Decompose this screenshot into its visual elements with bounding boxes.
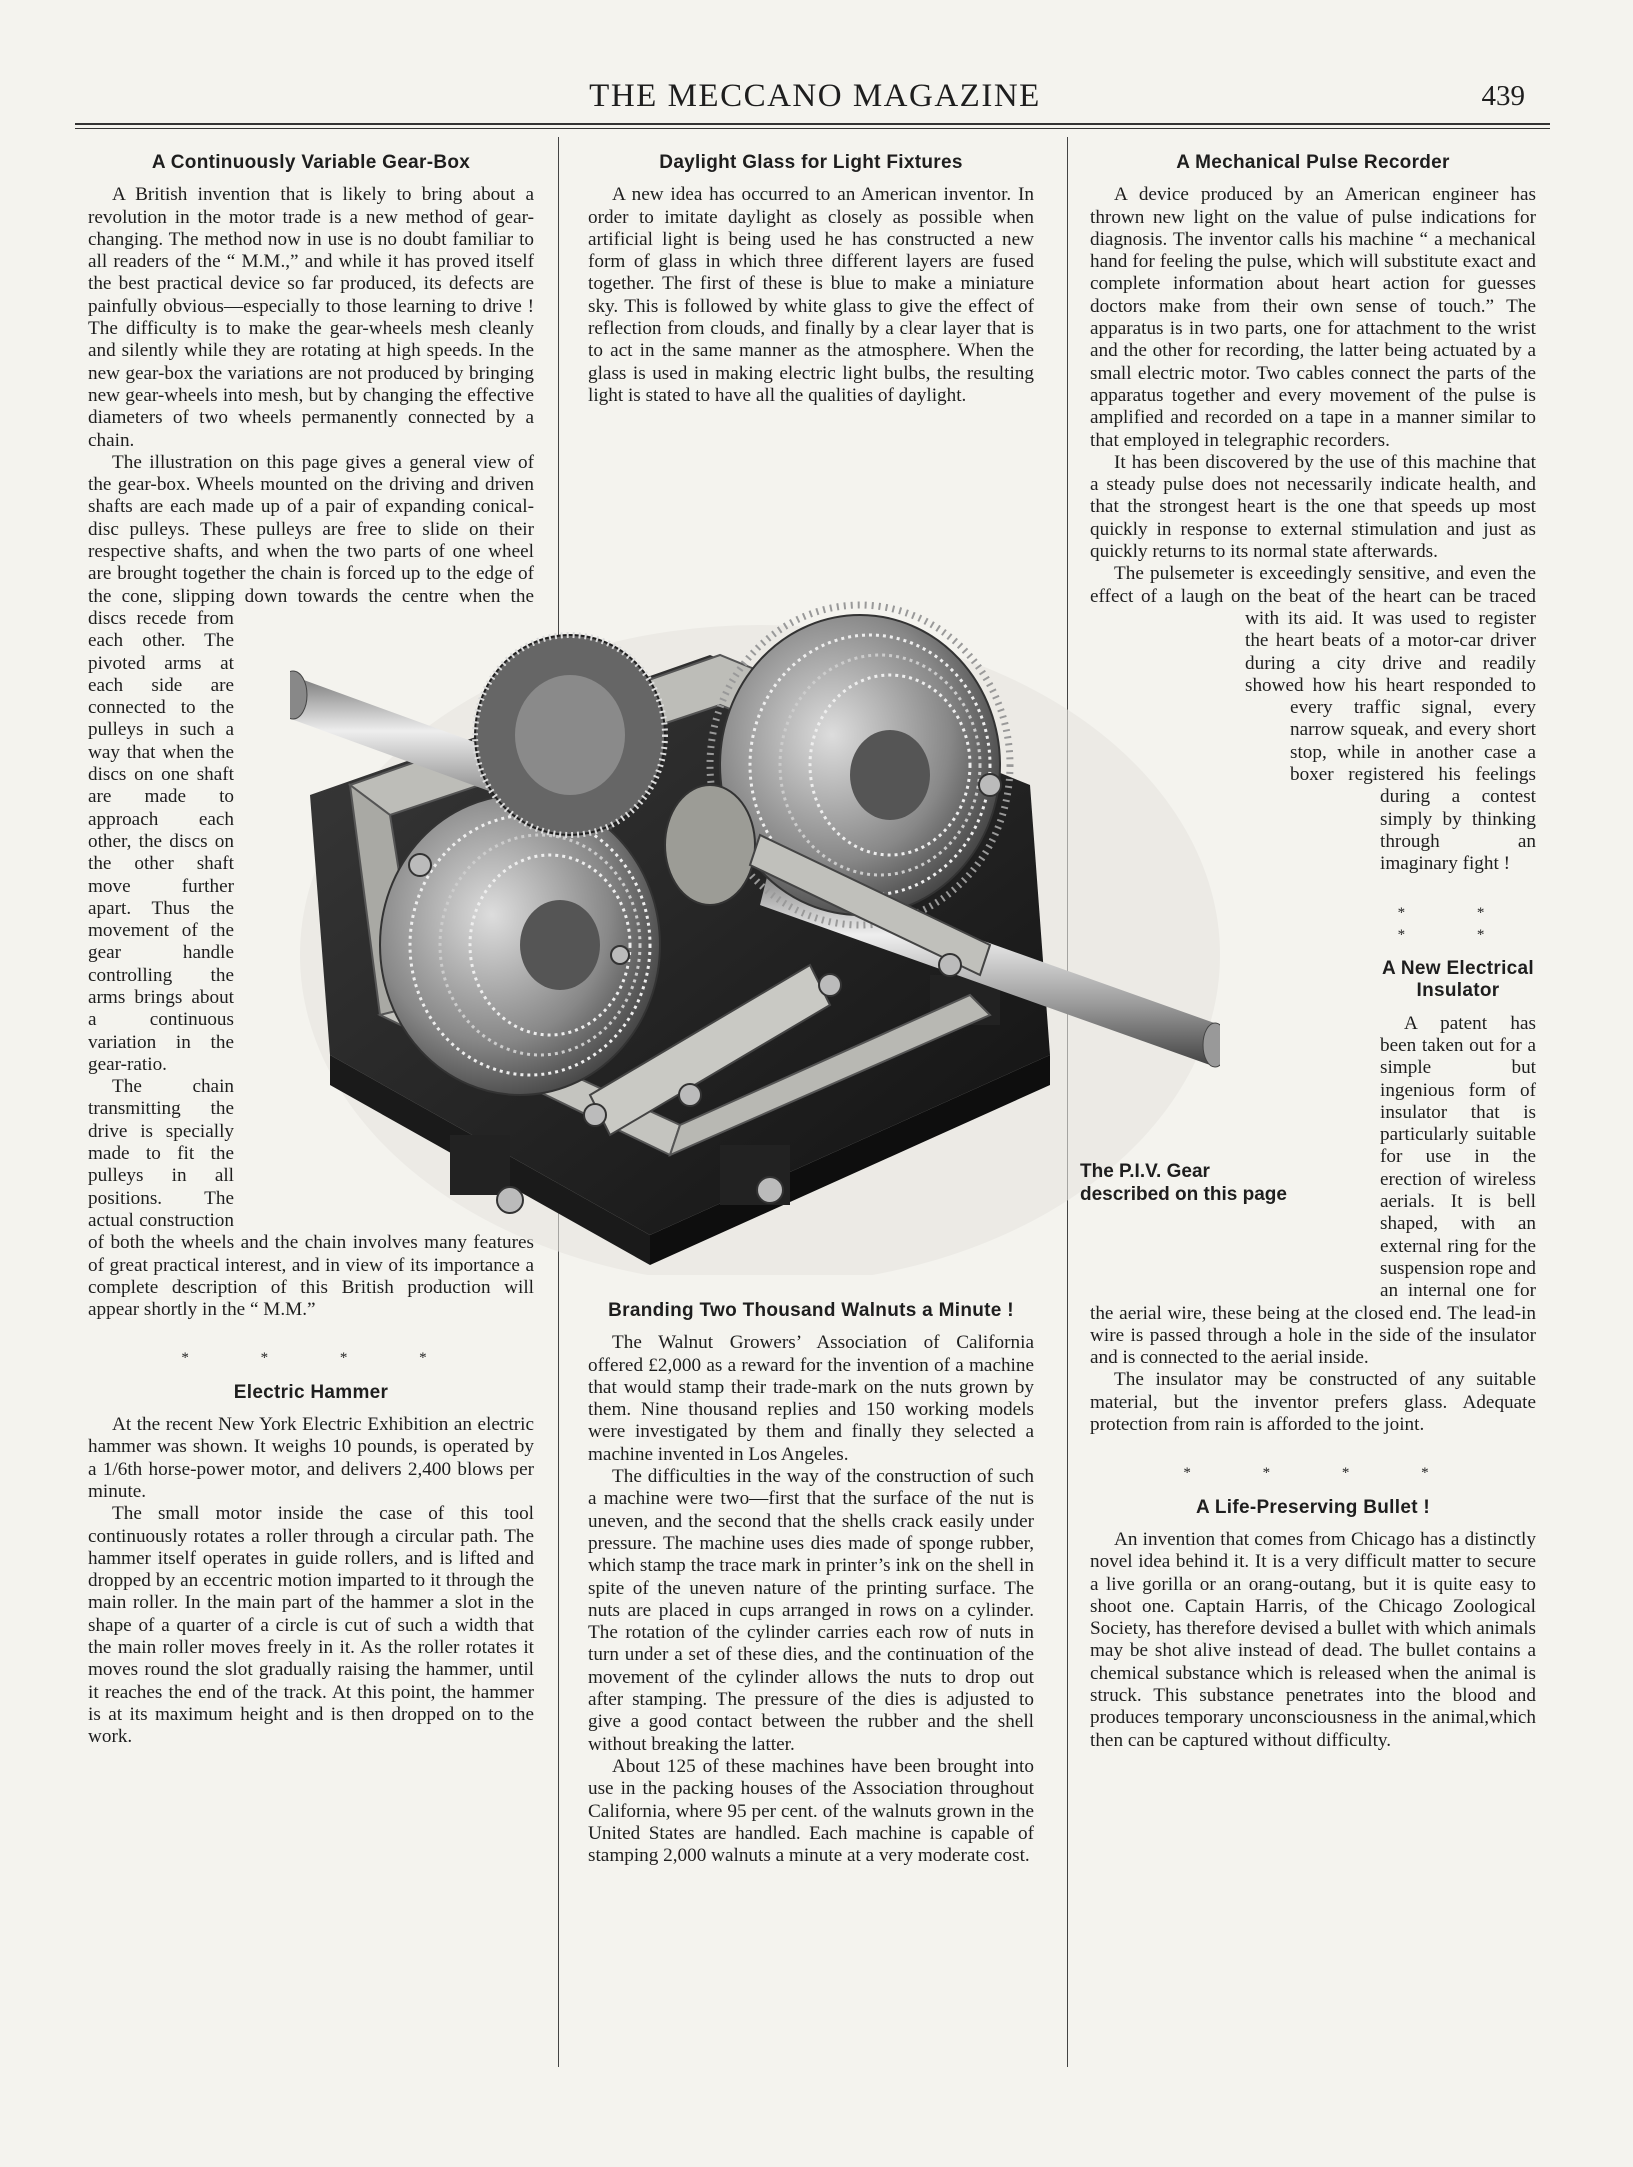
hammer-paragraph-1: At the recent New York Electric Exhibition an electric hammer was shown. It weighs 10 pounds, is operated by a 1/6th horse-power motor, and delivers 2,400 blows per minute. <box>88 1414 534 1502</box>
pulse-paragraph-1: A device produced by an American engineer has thrown new light on the value of pulse indications for diagnosis. The inventor calls his machine “ a mechanical hand for feeling the pulse, which will substitute exact and complete information about heart action for guesses doctors make from their own sense of touch.” The apparatus is in two parts, one for attachment to the wrist and the other for recording, the latter being actuated by a small electric motor. Two cables connect the parts of the apparatus together and every movement of the pulse is amplified and recorded on a tape in a manner similar to that employed in telegraphic recorders. <box>1090 184 1536 451</box>
header-rule <box>75 123 1550 125</box>
insulator-paragraph-2: The insulator may be constructed of any suitable material, but the inventor prefers glass. Adequate protection from rain is afforded to the joint. <box>1090 1369 1536 1436</box>
figure-caption <box>1080 1160 1340 1206</box>
walnuts-paragraph-1: The Walnut Growers’ Association of California offered £2,000 as a reward for the invention of a machine that would stamp their trade-mark on the nuts grown by them. Nine thousand replies and 150 working models were investigated by them and finally they selected a machine invented in Los Angeles. <box>588 1332 1034 1465</box>
pulse-paragraph-3: The pulsemeter is exceedingly sensitive, and even the effect of a laugh on the beat of the heart can be traced with its aid. It was used to register the heart beats of a motor-car driver during a city drive and readily showed how his heart responded to every traffic signal, every narrow squeak, and every short stop, while in another case a boxer registered his feelings during a contest simply by thinking through an imaginary fight ! <box>1090 563 1536 875</box>
bullet-paragraph-1: An invention that comes from Chicago has a distinctly novel idea behind it. It is a very difficult matter to secure a live gorilla or an orang-outang, but it is quite easy to shoot one. Captain Harris, of the Chicago Zoological Society, has therefore devised a bullet with which animals may be shot alive instead of dead. The bullet contains a chemical substance which is released when the animal is struck. This substance penetrates into the blood and produces temporary unconsciousness in the animal,which then can be captured without difficulty. <box>1090 1528 1536 1751</box>
section-separator-1: * * * * <box>1397 904 1519 943</box>
daylight-paragraph-1: A new idea has occurred to an American inventor. In order to imitate daylight as closely as possible when artificial light is being used he has constructed a new form of glass in which three different layers are fused together. The first of these is blue to make a miniature sky. This is followed by white glass to give the effect of reflection from clouds, and finally by a clear layer that is to act in the same manner as the atmosphere. When the glass is used in making electric light bulbs, the resulting light is stated to have all the qualities of daylight. <box>588 184 1034 406</box>
walnuts-paragraph-3: About 125 of these machines have been brought into use in the packing houses of the Association throughout California, where 95 per cent. of the walnuts grown in the United States are handled. Each machine is capable of stamping 2,000 walnuts a minute at a very moderate cost. <box>588 1755 1034 1867</box>
gearbox-paragraph-1: A British invention that is likely to bring about a revolution in the motor trade is a new method of gear-changing. The method now in use is no doubt familiar to all readers of the “ M.M.,” and while it has proved itself the best practical device so far produced, its defects are painfully obvious—especially to those learning to drive ! The difficulty is to make the gear-wheels mesh cleanly and silently while they are rotating at high speeds. In the new gear-box the variations are not produced by bringing new gear-wheels into mesh, but by changing the effective diameters of two wheels permanently connected by a chain. <box>88 184 534 451</box>
article-heading-insulator: A New Electrical Insulator <box>1382 958 1534 1002</box>
gearbox-paragraph-2: The illustration on this page gives a general view of the gear-box. Wheels mounted on the driving and driven shafts are each made up of a pair of expanding conical-disc pulleys. These pulleys are free to slide on their respective shafts, and when the two parts of one wheel are brought together the chain is forced up to the edge of the cone, slipping down towards the centre when the discs recede from each other. The pivoted arms at each side are connected to the pulleys in such a way that when the discs on one shaft are made to approach each other, the discs on the other shaft move further apart. Thus the movement of the gear handle controlling the arms brings about a continuous variation in the gear-ratio. <box>88 451 534 1075</box>
article-heading-gearbox: A Continuously Variable Gear-Box <box>151 152 471 173</box>
caption-line-1: The P.I.V. Gear <box>1080 1161 1210 1182</box>
walnuts-paragraph-2: The difficulties in the way of the construction of such a machine were two—first that the surface of the nut is uneven, and the second that the shells crack easily under pressure. The machine uses dies made of sponge rubber, which stamp the trace mark in printer’s ink on the shell in spite of the uneven nature of the printing surface. The nuts are placed in cups arranged in rows on a cylinder. The rotation of the cylinder carries each row of nuts in turn under a set of these dies, and the continuation of the movement of the cylinder allows the nuts to drop out after stamping. The pressure of the dies is adjusted to give a good contact between the rubber and the shell without breaking the latter. <box>588 1466 1034 1755</box>
page-number: 439 <box>1481 80 1525 112</box>
insulator-paragraph-1: A patent has been taken out for a simple but ingenious form of insulator that is particularly suitable for use in the erection of wireless aerials. It is bell shaped, with an external ring for the suspension rope and an internal one for the aerial wire, these being at the closed end. The lead-in wire is passed through a hole in the side of the insulator and is connected to the aerial inside. <box>1090 1012 1536 1369</box>
masthead <box>75 72 1555 122</box>
gearbox-paragraph-3: The chain transmitting the drive is specially made to fit the pulleys in all positions. The actual construction of both the wheels and the chain involves many features of great practical interest, and in view of its importance a complete description of this British production will appear shortly in the “ M.M.” <box>88 1076 534 1321</box>
hammer-paragraph-2: The small motor inside the case of this tool continuously rotates a roller through a circular path. The hammer itself operates in guide rollers, and is lifted and dropped by an eccentric motion imparted to it through the main roller. In the main part of the hammer a slot in the shape of a quarter of a circle is cut of such a width that the main roller moves freely in it. As the roller rotates it moves round the slot gradually raising the hammer, until it reaches the end of the track. At this point, the hammer is at its maximum height and is then dropped on to the work. <box>88 1503 534 1748</box>
magazine-title: THE MECCANO MAGAZINE <box>589 78 1041 114</box>
article-heading-daylight: Daylight Glass for Light Fixtures <box>659 152 963 173</box>
article-heading-bullet: A Life-Preserving Bullet ! <box>1195 1496 1431 1518</box>
column-2 <box>588 152 1034 407</box>
section-separator: * * * * <box>181 1350 461 1367</box>
article-heading-hammer: Electric Hammer <box>233 1381 389 1403</box>
article-heading-walnuts: Branding Two Thousand Walnuts a Minute ! <box>608 1300 1014 1321</box>
section-separator-2: * * * * <box>1183 1465 1463 1482</box>
header-rule-thin <box>75 128 1550 129</box>
pulse-paragraph-2: It has been discovered by the use of this machine that a steady pulse does not necessarily indicate health, and that the strongest heart is the one that speeds up most quickly in response to external stimulation and just as quickly returns to its normal state afterwards. <box>1090 451 1536 563</box>
upper-gear <box>475 635 665 835</box>
caption-line-2: described on this page <box>1080 1184 1287 1205</box>
left-pulley <box>380 795 660 1095</box>
article-heading-pulse: A Mechanical Pulse Recorder <box>1176 152 1450 173</box>
column-2-lower <box>588 1300 1034 1867</box>
